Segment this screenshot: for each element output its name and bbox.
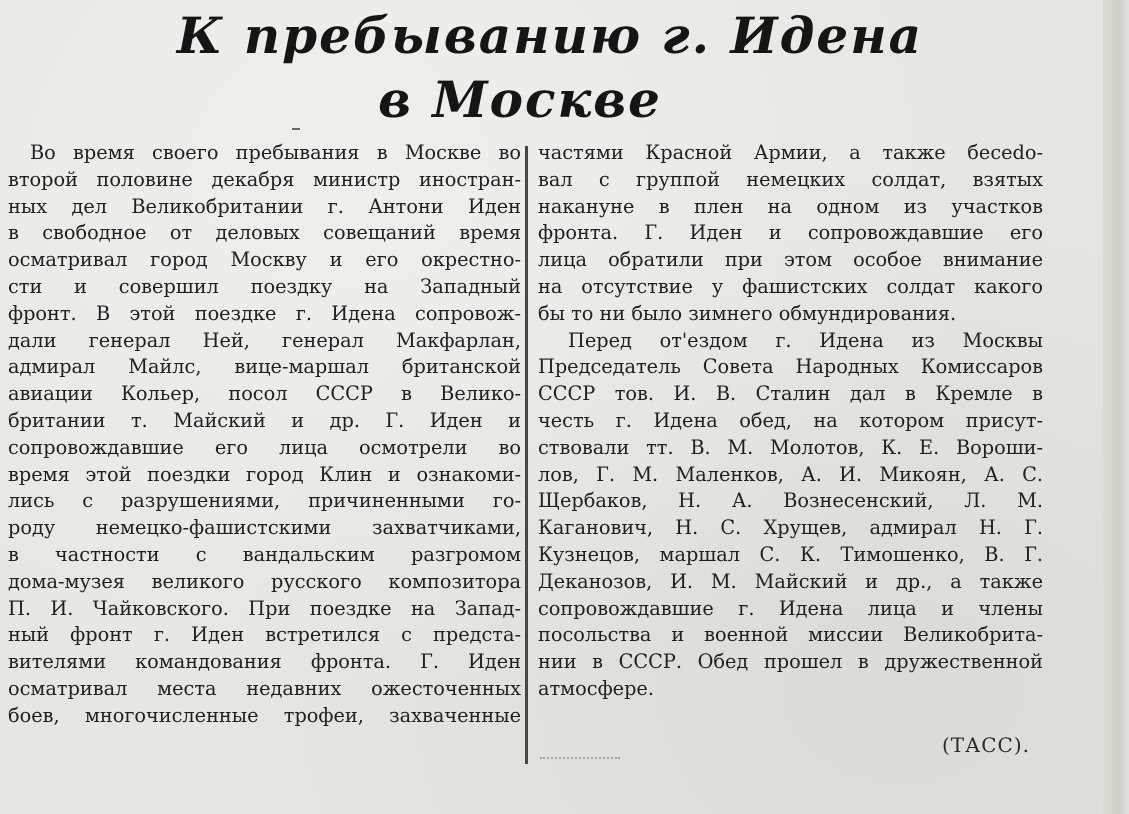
text-line: Щербаков, Н. А. Вознесенский, Л. М. <box>538 489 1043 513</box>
text-line: ных дел Великобритании г. Антони Иден <box>8 194 521 218</box>
text-line: посольства и военной миссии Великобрита- <box>538 623 1043 647</box>
text-line: вал с группой немецких солдат, взятых <box>538 167 1043 191</box>
text-line: Во время своего пребывания в Москве во <box>30 141 521 164</box>
text-line: роду немецко-фашистскими захватчиками, <box>8 516 521 540</box>
text-line: Председатель Совета Народных Комиссаров <box>538 355 1043 379</box>
text-line: Кузнецов, маршал С. К. Тимошенко, В. Г. <box>538 542 1043 566</box>
text-line: нии в СССР. Обед прошел в дружественной <box>538 650 1043 674</box>
text-line: честь г. Идена обед, на котором присут- <box>538 408 1043 432</box>
text-line: лов, Г. М. Маленков, А. И. Микоян, А. С. <box>538 462 1043 486</box>
text-line: фронта. Г. Иден и сопровождавшие его <box>538 221 1043 245</box>
text-line: в свободное от деловых совещаний время <box>8 221 521 245</box>
text-line: боев, многочисленные трофеи, захваченные <box>8 703 521 727</box>
text-line: авиации Кольер, посол СССР в Велико- <box>8 382 521 406</box>
article-column-left <box>8 140 521 770</box>
text-line: дали генерал Ней, генерал Макфарлан, <box>8 328 521 352</box>
text-line: лись с разрушениями, причиненными го- <box>8 489 521 513</box>
text-line: бы то ни было зимнего обмундирования. <box>538 301 957 325</box>
text-line: ствовали тт. В. М. Молотов, К. Е. Вороши- <box>538 435 1043 459</box>
headline-line-1: К пребыванию г. Идена <box>176 6 924 65</box>
text-line: сти и совершил поездку на Западный <box>8 274 521 298</box>
text-line: время этой поездки город Клин и ознакоми- <box>8 462 521 486</box>
text-line: СССР тов. И. В. Сталин дал в Кремле в <box>538 382 1043 406</box>
article-column-right <box>538 140 1043 740</box>
text-line: П. И. Чайковского. При поездке на Запад- <box>8 596 521 620</box>
text-line: второй половине декабря министр иностран- <box>8 167 521 191</box>
text-line: осматривал места недавних ожесточенных <box>8 676 521 700</box>
text-line: атмосфере. <box>538 676 654 700</box>
divider-mark <box>292 128 300 130</box>
text-line: дома-музея великого русского композитора <box>8 569 521 593</box>
text-line: британии т. Майский и др. Г. Иден и <box>8 408 521 432</box>
text-line: на отсутствие у фашистских солдат какого <box>538 274 1043 298</box>
headline-line-2: в Москве <box>378 70 662 129</box>
column-divider <box>525 146 528 764</box>
text-line: накануне в плен на одном из участков <box>538 194 1043 218</box>
text-line: Перед от'ездом г. Идена из Москвы <box>568 328 1043 352</box>
text-line: частями Красной Армии, а также бесedo- <box>538 141 1043 164</box>
text-line: осматривал город Москву и его окрестно- <box>8 248 521 272</box>
text-line: сопровождавшие его лица осмотрели во <box>8 435 521 459</box>
text-line: Каганович, Н. С. Хрущев, адмирал Н. Г. <box>538 516 1043 540</box>
text-line: сопровождавшие г. Идена лица и члены <box>538 596 1043 620</box>
text-line: фронт. В этой поездке г. Идена сопровож- <box>8 301 521 325</box>
text-line: Деканозов, И. М. Майский и др., а также <box>538 569 1043 593</box>
text-line: адмирал Майлс, вице-маршал британской <box>8 355 521 379</box>
agency-signature: (ТАСС). <box>941 733 1030 757</box>
text-line: вителями командования фронта. Г. Иден <box>8 650 521 674</box>
text-line: в частности с вандальским разгромом <box>8 542 521 566</box>
page-edge <box>1103 0 1129 814</box>
column-end-rule <box>540 757 620 759</box>
text-line: лица обратили при этом особое внимание <box>538 248 1043 272</box>
text-line: ный фронт г. Иден встретился с предста- <box>8 623 521 647</box>
